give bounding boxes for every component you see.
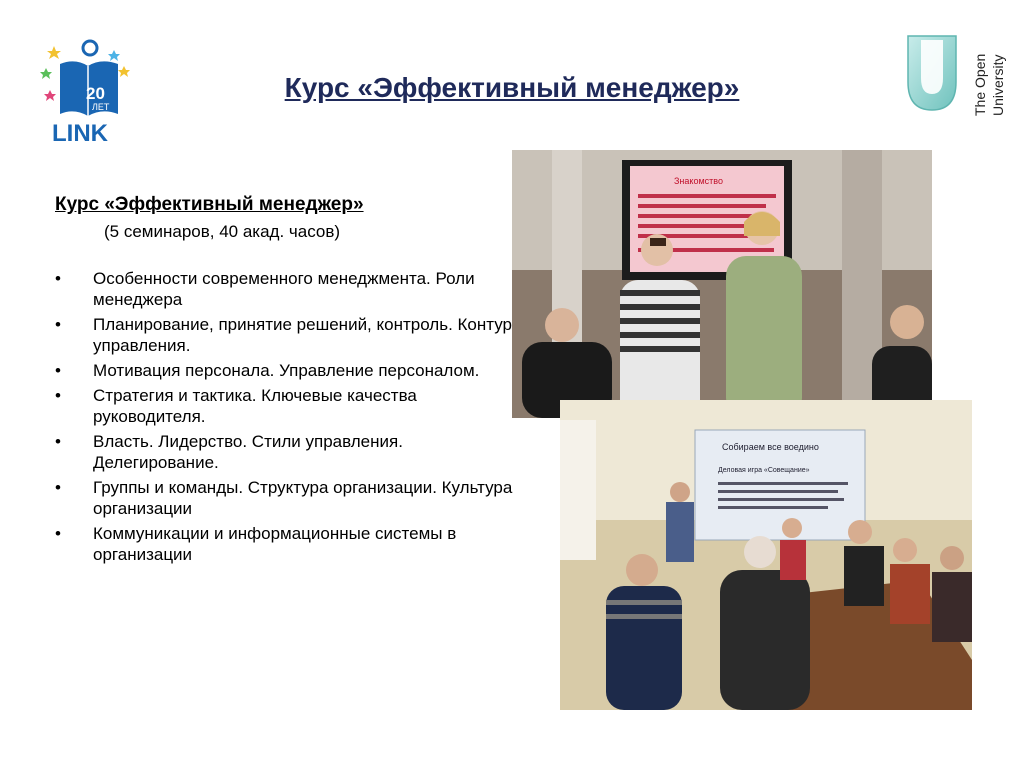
topic-text: Группы и команды. Структура организации. Культура организации bbox=[93, 478, 513, 518]
bullet-icon: • bbox=[55, 524, 61, 543]
years-number: 20 bbox=[86, 84, 105, 103]
screen-subtitle: Деловая игра «Совещание» bbox=[718, 467, 810, 474]
topic-text: Власть. Лидерство. Стили управления. Делегирование. bbox=[93, 432, 403, 472]
topic-text: Мотивация персонала. Управление персоналом. bbox=[93, 361, 480, 380]
list-item bbox=[55, 360, 515, 381]
open-university-shield-icon bbox=[904, 32, 964, 116]
bullet-icon: • bbox=[55, 478, 61, 497]
course-topics-list bbox=[55, 268, 515, 569]
bullet-icon: • bbox=[55, 432, 61, 451]
seminar-photo-introductions bbox=[512, 150, 932, 418]
screen-title: Собираем все воедино bbox=[722, 442, 819, 452]
list-item bbox=[55, 523, 515, 565]
open-university-text bbox=[962, 34, 1012, 118]
years-word: ЛЕТ bbox=[92, 102, 110, 112]
topic-text: Коммуникации и информационные системы в организации bbox=[93, 524, 457, 564]
screen-title: Знакомство bbox=[674, 176, 723, 186]
list-item bbox=[55, 431, 515, 473]
bullet-icon: • bbox=[55, 386, 61, 405]
page-title: Курс «Эффективный менеджер» bbox=[284, 72, 740, 103]
list-item bbox=[55, 385, 515, 427]
list-item bbox=[55, 477, 515, 519]
link-brand-text: LINK bbox=[52, 120, 108, 147]
list-item bbox=[55, 268, 515, 310]
topic-text: Планирование, принятие решений, контроль. Контур управления. bbox=[93, 315, 513, 355]
seminar-photo-meeting bbox=[560, 400, 972, 710]
topic-text: Особенности современного менеджмента. Роли менеджера bbox=[93, 269, 475, 309]
bullet-icon: • bbox=[55, 315, 61, 334]
bullet-icon: • bbox=[55, 269, 61, 288]
topic-text: Стратегия и тактика. Ключевые качества руководителя. bbox=[93, 386, 417, 426]
course-title: Курс «Эффективный менеджер» bbox=[55, 194, 364, 215]
list-item bbox=[55, 314, 515, 356]
course-subtitle: (5 семинаров, 40 акад. часов) bbox=[104, 222, 341, 241]
ou-line2: University bbox=[990, 54, 1006, 116]
ou-line1: The Open bbox=[972, 53, 988, 116]
bullet-icon: • bbox=[55, 361, 61, 380]
